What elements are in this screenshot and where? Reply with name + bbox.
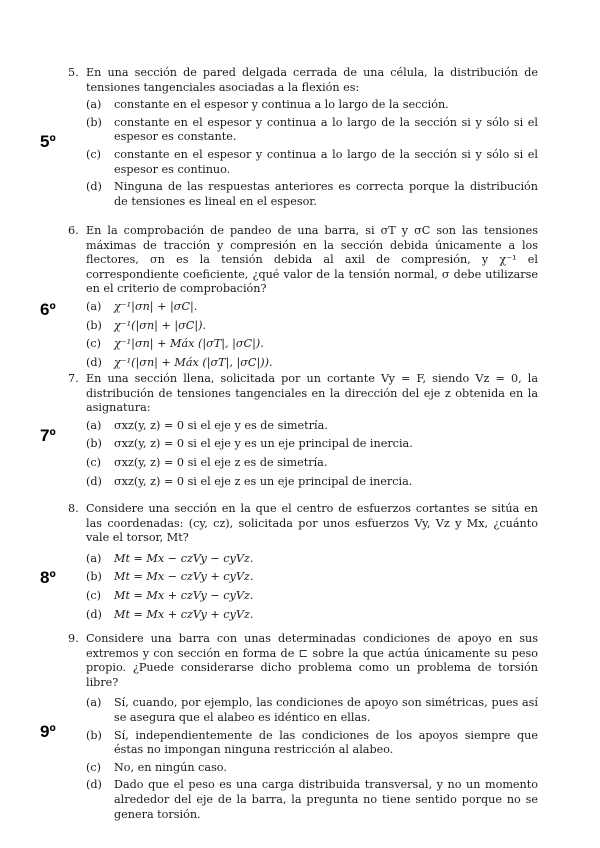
option-a[interactable] xyxy=(68,98,538,113)
option-label: (b) xyxy=(86,115,102,129)
option-d[interactable] xyxy=(68,778,538,822)
question-text: En una sección de pared delgada cerrada de una célula, la distribución de tensiones tangenciales asociadas a la flexión es: xyxy=(86,66,538,94)
side-label-7: 7º xyxy=(40,426,56,445)
option-list xyxy=(68,419,538,489)
option-label: (c) xyxy=(86,337,101,351)
question-6 xyxy=(68,224,538,374)
side-label-6: 6º xyxy=(40,300,56,319)
option-text: Sí, cuando, por ejemplo, las condiciones de apoyo son simétricas, pues así se asegura que el alabeo es idéntico en ellas. xyxy=(114,696,538,724)
option-d[interactable] xyxy=(68,356,538,371)
question-number: 5. xyxy=(68,66,79,79)
option-d[interactable] xyxy=(68,180,538,209)
question-number: 7. xyxy=(68,372,79,385)
option-a[interactable] xyxy=(68,696,538,725)
option-label: (a) xyxy=(86,98,102,112)
option-label: (c) xyxy=(86,147,101,161)
option-b[interactable] xyxy=(68,570,538,585)
option-text: Mt = Mx − czVy − cyVz. xyxy=(114,551,254,565)
option-text: constante en el espesor y continua a lo largo de la sección si y sólo si el espesor es continuo. xyxy=(114,147,538,176)
option-label: (b) xyxy=(86,728,102,742)
option-label: (d) xyxy=(86,180,102,194)
option-text: Mt = Mx + czVy + cyVz. xyxy=(114,607,254,621)
option-a[interactable] xyxy=(68,552,538,567)
option-text: Ninguna de las respuestas anteriores es correcta porque la distribución de tensiones es lineal en el espesor. xyxy=(114,180,538,208)
option-c[interactable] xyxy=(68,761,538,776)
option-text: σxz(y, z) = 0 si el eje y es de simetría. xyxy=(114,418,328,432)
option-label: (a) xyxy=(86,299,102,313)
option-b[interactable] xyxy=(68,116,538,145)
option-c[interactable] xyxy=(68,589,538,604)
question-text: Considere una sección en la que el centro de esfuerzos cortantes se sitúa en las coordenadas: (cy, cz), solicitada por unos esfuerzos Vy, Vz y Mx, ¿cuánto vale el torsor, Mt? xyxy=(86,502,538,545)
option-text: χ⁻¹(|σn| + |σC|). xyxy=(114,318,207,332)
option-c[interactable] xyxy=(68,337,538,352)
side-label-5: 5º xyxy=(40,132,56,151)
question-text: En la comprobación de pandeo de una barra, si σT y σC son las tensiones máximas de tracción y compresión en la sección debida únicamente a los flectores, σn es la tensión debida al axil de compresión, y χ⁻¹ el correspondiente coeficiente, ¿qué valor de la tensión normal, σ debe utilizarse en el criterio de comprobación? xyxy=(86,224,538,296)
side-label-9: 9º xyxy=(40,722,56,741)
option-text: χ⁻¹|σn| + |σC|. xyxy=(114,299,198,313)
option-label: (b) xyxy=(86,437,102,451)
option-text: constante en el espesor y continua a lo largo de la sección. xyxy=(114,98,449,112)
option-label: (c) xyxy=(86,455,101,469)
option-d[interactable] xyxy=(68,608,538,623)
option-text: σxz(y, z) = 0 si el eje z es un eje principal de inercia. xyxy=(114,474,413,488)
option-list xyxy=(68,696,538,822)
question-5 xyxy=(68,66,538,212)
option-list xyxy=(68,300,538,370)
option-label: (d) xyxy=(86,474,102,488)
option-b[interactable] xyxy=(68,437,538,452)
option-text: Dado que el peso es una carga distribuida transversal, y no un momento alrededor del eje de la barra, la pregunta no tiene sentido porque no se genera torsión. xyxy=(114,778,538,821)
option-a[interactable] xyxy=(68,300,538,315)
question-7 xyxy=(68,372,538,493)
option-b[interactable] xyxy=(68,729,538,758)
option-label: (a) xyxy=(86,418,102,432)
option-label: (d) xyxy=(86,607,102,621)
option-b[interactable] xyxy=(68,319,538,334)
option-text: No, en ningún caso. xyxy=(114,760,227,774)
question-8 xyxy=(68,502,538,626)
question-text: Considere una barra con unas determinadas condiciones de apoyo en sus extremos y con sección en forma de ⊏ sobre la que actúa únicamente su peso propio. ¿Puede considerarse dicho problema como un problema de torsión libre? xyxy=(86,632,538,689)
option-a[interactable] xyxy=(68,419,538,434)
question-9 xyxy=(68,632,538,825)
option-label: (b) xyxy=(86,318,102,332)
option-d[interactable] xyxy=(68,475,538,490)
option-text: Mt = Mx − czVy + cyVz. xyxy=(114,570,254,584)
side-label-8: 8º xyxy=(40,568,56,587)
option-text: Mt = Mx + czVy − cyVz. xyxy=(114,588,254,602)
question-number: 6. xyxy=(68,224,79,237)
option-label: (a) xyxy=(86,696,102,710)
option-list xyxy=(68,552,538,622)
option-text: constante en el espesor y continua a lo largo de la sección si y sólo si el espesor es constante. xyxy=(114,115,538,144)
question-number: 9. xyxy=(68,632,79,645)
option-c[interactable] xyxy=(68,456,538,471)
option-text: σxz(y, z) = 0 si el eje y es un eje principal de inercia. xyxy=(114,437,413,451)
option-label: (c) xyxy=(86,760,101,774)
option-label: (b) xyxy=(86,570,102,584)
option-label: (d) xyxy=(86,355,102,369)
question-number: 8. xyxy=(68,502,79,515)
question-text: En una sección llena, solicitada por un cortante Vy = F, siendo Vz = 0, la distribución de tensiones tangenciales en la dirección del eje z obtenida en la asignatura: xyxy=(86,372,538,415)
option-c[interactable] xyxy=(68,148,538,177)
option-label: (c) xyxy=(86,588,101,602)
option-text: χ⁻¹(|σn| + Máx (|σT|, |σC|)). xyxy=(114,355,273,369)
option-text: σxz(y, z) = 0 si el eje z es de simetría. xyxy=(114,455,328,469)
option-label: (a) xyxy=(86,551,102,565)
option-text: χ⁻¹|σn| + Máx (|σT|, |σC|). xyxy=(114,337,264,351)
option-list xyxy=(68,98,538,209)
option-text: Sí, independientemente de las condiciones de los apoyos siempre que éstas no impongan ninguna restricción al alabeo. xyxy=(114,728,538,757)
option-label: (d) xyxy=(86,778,102,792)
